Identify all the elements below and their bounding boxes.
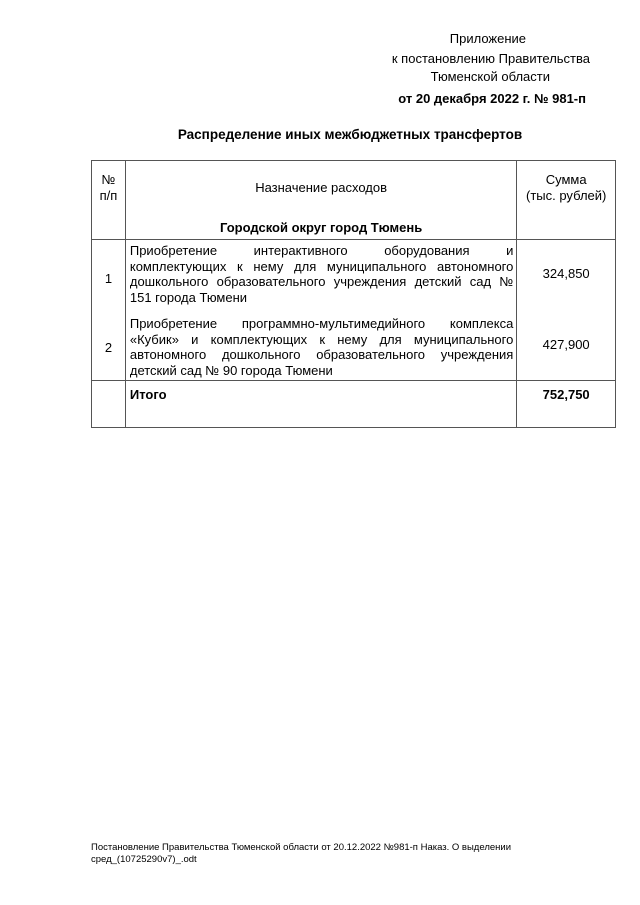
row-number: 2 [104, 340, 113, 355]
table-row [92, 240, 616, 381]
row-description: Приобретение интерактивного оборудования и комплектующих к нему для муниципального автономного дошкольного образовательного учреждения детский сад № 151 города Тюмени [129, 243, 514, 305]
header-sum-label: Сумма (тыс. рублей) [526, 172, 607, 203]
appendix-region: Тюменской области [430, 69, 550, 84]
total-label: Итого [129, 387, 167, 402]
row-number: 1 [104, 271, 113, 286]
document-title: Распределение иных межбюджетных трансфертов [177, 127, 523, 142]
total-sum-cell [517, 381, 616, 428]
total-sum: 752,750 [542, 387, 590, 402]
row-sum: 324,850 [542, 266, 590, 281]
total-row [92, 381, 616, 428]
row-sum: 427,900 [542, 337, 590, 352]
header-number-cell [92, 161, 126, 240]
transfers-table [91, 160, 616, 428]
header-municipality-label: Городской округ город Тюмень [220, 220, 423, 235]
number-cell [92, 240, 126, 381]
header-description-label: Назначение расходов [255, 180, 388, 195]
description-cell [125, 240, 517, 381]
appendix-date-number: от 20 декабря 2022 г. № 981-п [398, 91, 586, 106]
row-description: Приобретение программно-мультимедийного комплекса «Кубик» и комплектующих к нему для муниципального автономного дошкольного образовательного учреждения детский сад № 90 города Тюмени [129, 316, 514, 378]
total-number-cell [92, 381, 126, 428]
header-sum-cell [517, 161, 616, 240]
appendix-reference: к постановлению Правительства [391, 51, 590, 66]
header-number-label: № п/п [99, 172, 118, 203]
total-label-cell [125, 381, 517, 428]
appendix-label: Приложение [449, 31, 526, 46]
sum-cell [517, 240, 616, 381]
table-header-row [92, 161, 616, 240]
header-description-cell [125, 161, 517, 240]
page-footer: Постановление Правительства Тюменской области от 20.12.2022 №981-п Наказ. О выделении сред_(10725290v7)_.odt [91, 842, 512, 865]
